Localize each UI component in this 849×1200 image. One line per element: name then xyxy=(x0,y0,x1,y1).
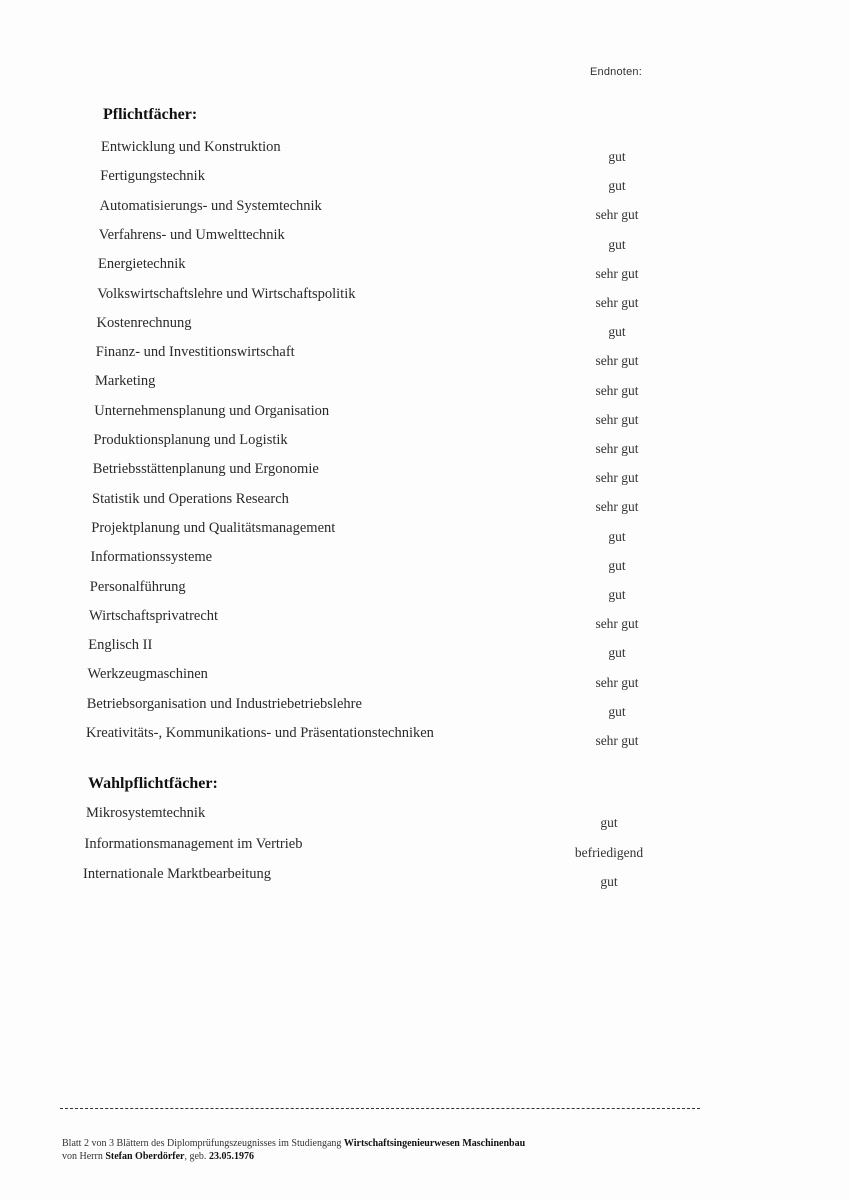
mandatory-grade: gut xyxy=(608,236,626,252)
mandatory-subject: Finanz- und Investitionswirtschaft xyxy=(95,344,295,361)
mandatory-subject: Wirtschaftsprivatrecht xyxy=(89,607,219,624)
footer-line-1 xyxy=(62,1138,525,1149)
mandatory-subject: Projektplanung und Qualitätsmanagement xyxy=(91,519,336,536)
mandatory-grade: gut xyxy=(608,178,626,194)
section-title-mandatory: Pflichtfächer: xyxy=(103,106,198,123)
mandatory-subject: Werkzeugmaschinen xyxy=(87,666,208,683)
mandatory-subject: Unternehmensplanung und Organisation xyxy=(94,402,330,419)
section-title-elective: Wahlpflichtfächer: xyxy=(88,775,218,792)
footer-birth-date: 23.05.1976 xyxy=(208,1151,254,1162)
mandatory-subject: Englisch II xyxy=(88,637,153,654)
elective-grade: befriedigend xyxy=(574,844,644,860)
mandatory-subject: Fertigungstechnik xyxy=(100,168,205,185)
elective-subject: Internationale Marktbearbeitung xyxy=(83,866,272,882)
mandatory-subject: Marketing xyxy=(95,373,156,390)
mandatory-grade: gut xyxy=(608,528,626,544)
elective-grade: gut xyxy=(600,815,618,830)
mandatory-grade: sehr gut xyxy=(595,295,639,310)
mandatory-grade: sehr gut xyxy=(595,265,639,281)
mandatory-grade: sehr gut xyxy=(595,207,639,223)
mandatory-subject: Produktionsplanung und Logistik xyxy=(93,432,288,448)
mandatory-grade: sehr gut xyxy=(595,499,639,515)
mandatory-subject: Energietechnik xyxy=(98,256,186,273)
elective-subject: Mikrosystemtechnik xyxy=(86,805,206,821)
mandatory-grade: sehr gut xyxy=(595,382,639,398)
mandatory-subject: Informationssysteme xyxy=(90,549,213,566)
mandatory-subject: Personalführung xyxy=(89,578,186,595)
footer-line-1-text: Blatt 2 von 3 Blättern des Diplomprüfungszeugnisses im Studiengang xyxy=(62,1138,342,1149)
mandatory-grade: gut xyxy=(608,703,626,719)
footer-student-name: Stefan Oberdörfer xyxy=(105,1151,185,1162)
footer-line-2-prefix: von Herrn xyxy=(62,1151,103,1162)
mandatory-grade: gut xyxy=(608,149,626,164)
elective-grade: gut xyxy=(600,874,618,889)
mandatory-subject: Kostenrechnung xyxy=(96,314,192,331)
mandatory-grade: sehr gut xyxy=(595,411,639,427)
footer-divider xyxy=(60,1108,700,1109)
footer-birth-label: , geb. xyxy=(184,1151,207,1162)
mandatory-grade: gut xyxy=(608,587,626,602)
mandatory-subject: Volkswirtschaftslehre und Wirtschaftspolitik xyxy=(97,285,356,302)
mandatory-grade: sehr gut xyxy=(595,441,639,456)
mandatory-grade: gut xyxy=(608,645,626,661)
mandatory-grade: sehr gut xyxy=(595,353,639,369)
mandatory-subject: Entwicklung und Konstruktion xyxy=(101,139,281,155)
mandatory-grade: sehr gut xyxy=(595,674,639,690)
mandatory-grade: gut xyxy=(608,324,626,340)
mandatory-grade: sehr gut xyxy=(595,470,639,486)
grades-column-header: Endnoten: xyxy=(590,66,642,78)
mandatory-grade: sehr gut xyxy=(595,733,639,748)
mandatory-grade: sehr gut xyxy=(595,616,639,632)
mandatory-subject: Automatisierungs- und Systemtechnik xyxy=(99,197,322,214)
mandatory-subject: Statistik und Operations Research xyxy=(92,490,289,507)
footer-degree-program: Wirtschaftsingenieurwesen Maschinenbau xyxy=(343,1138,526,1149)
mandatory-grade: gut xyxy=(608,557,626,573)
mandatory-subject: Betriebsstättenplanung und Ergonomie xyxy=(92,461,319,478)
mandatory-subject: Verfahrens- und Umwelttechnik xyxy=(98,226,285,243)
elective-subject: Informationsmanagement im Vertrieb xyxy=(84,835,303,852)
mandatory-subject: Betriebsorganisation und Industriebetriebslehre xyxy=(86,695,362,712)
footer-line-2 xyxy=(62,1151,254,1162)
mandatory-subject: Kreativitäts-, Kommunikations- und Präsentationstechniken xyxy=(86,725,434,741)
